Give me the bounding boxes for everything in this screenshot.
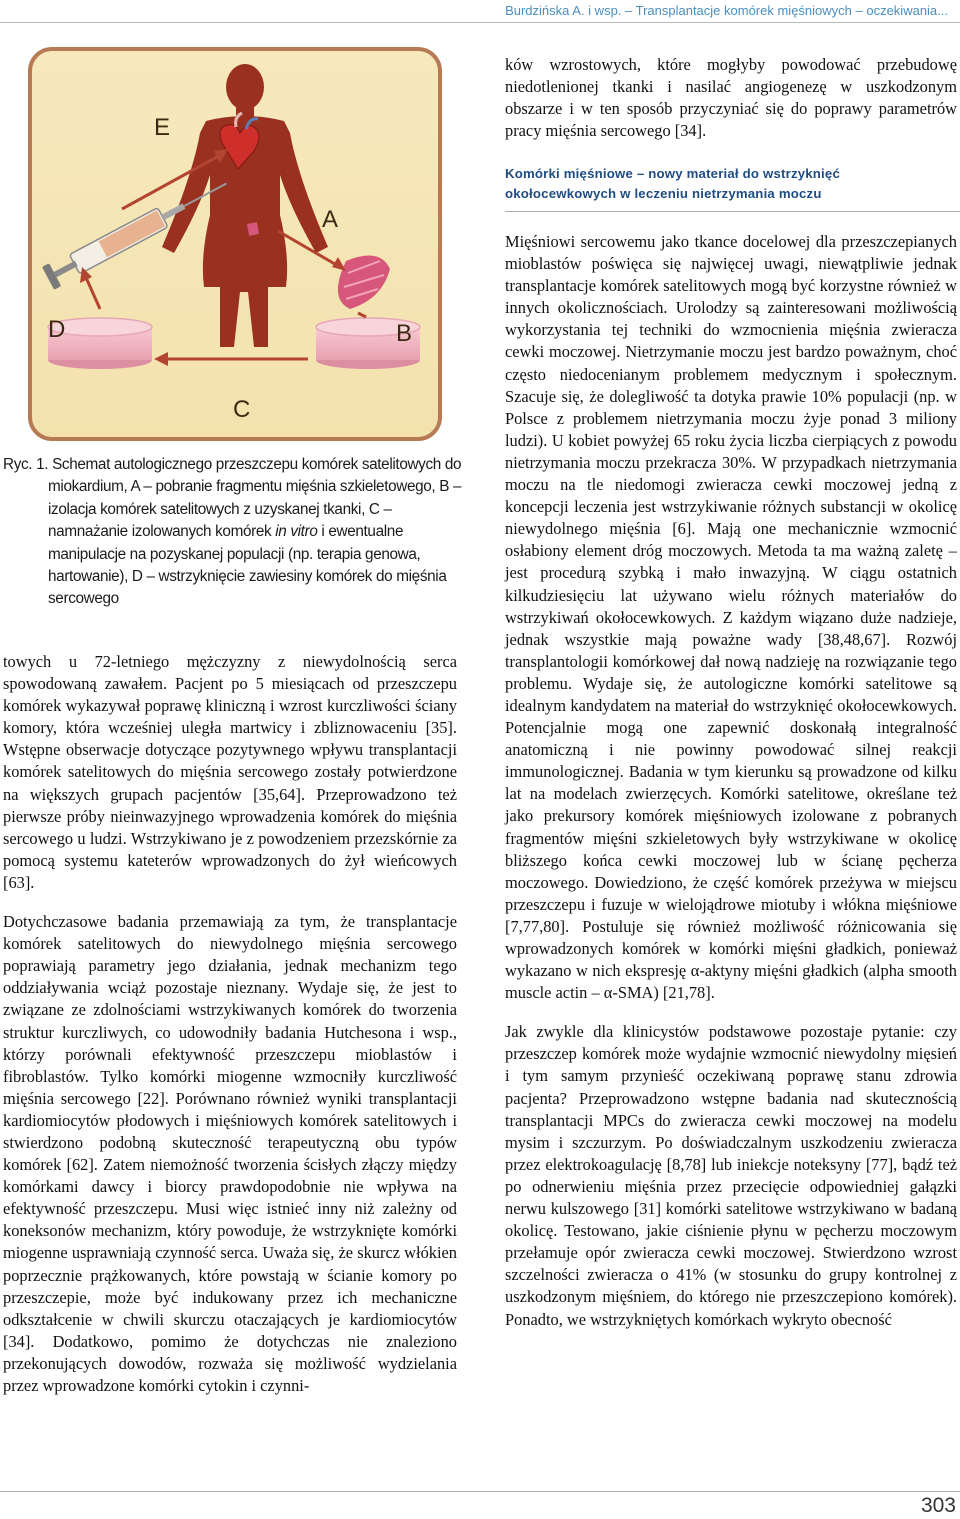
figure-caption-label: Ryc. 1. bbox=[3, 456, 49, 473]
alpha-symbol: α bbox=[603, 983, 613, 1003]
figure-caption bbox=[3, 454, 463, 611]
left-paragraph-1: towych u 72-letniego mężczyzny z niewydolnością serca spowodowaną zawałem. Pacjent po 5 miesiącach od przeszczepu komórek wykazywał poprawę kliniczną i wzrost kurczliwości ściany komory, która wcześniej uległa martwicy i zbliznowaceniu [35]. Wstępne obserwacje dotyczące pozytywnego wpływu transplantacji komórek satelitowych do mięśnia sercowego zostały potwierdzone na większych grupach pacjentów [35,64]. Przeprowadzono też pierwsze próby nieinwazyjnego wprowadzenia komórek do mięśnia sercowego u ludzi. Wstrzykiwano je z powodzeniem przezskórnie za pomocą systemu kateterów wprowadzonych do żył wieńcowych [63]. bbox=[3, 652, 457, 892]
panel-label-e: E bbox=[154, 114, 171, 141]
left-paragraph-2: Dotychczasowe badania przemawiają za tym, że transplantacje komórek satelitowych do niewydolnego mięśnia sercowego poprawiają parametry jego działania, jednak mechanizm tego oddziaływania wciąż pozostaje nieznany. Wydaje się, że jest to związane ze zdolnościami wstrzykiwanych komórek do tworzenia struktur kurczliwych, co udowodniły badania Hutchesona i wsp., którzy porównali efektywność przeszczepu mioblastów i fibroblastów. Tylko komórki miogenne wzmocniły kurczliwość mięśnia sercowego [22]. Porównano również wyniki transplantacji kardiomiocytów płodowych i mięśniowych komórek satelitowych i stwierdzono podobną skuteczność terapeutyczną obu typów komórek [62]. Zatem niemożność tworzenia ścisłych złączy między komórkami dawcy i biorcy prawdopodobnie nie wpływa na efektywność przeszczepu. Musi więc istnieć inny niż zależny od koneksonów mechanizm, który powoduje, że wstrzyknięte komórki miogenne usprawniają czynność serca. Uważa się, że skurcz włókien poprzecznie prążkowanych, które powstają w ścianie komory po przeszczepie, może być indukowany przez ich mechaniczne odkształcenie w chwili skurczu otaczających je kardiomiocytów [34]. Dodatkowo, pomimo że dotychczas nie znaleziono przekonujących dowodów, rozważa się możliwość wydzielania przez wprowadzone komórki cytokin i czynni- bbox=[3, 912, 457, 1395]
page-number: 303 bbox=[920, 1494, 956, 1517]
figure-caption-text-end: i ewentualne manipulacje na pozyskanej populacji (np. terapia genowa, hartowanie), D – wstrzyknięcie zawiesiny komórek do mięśnia sercowego bbox=[48, 523, 447, 608]
right-paragraph-2: Jak zwykle dla klinicystów podstawowe pozostaje pytanie: czy przeszczep komórek może wydajnie wzmocnić niewydolny mięsień i tym samym przynieść oczekiwaną poprawę stanu zdrowia pacjenta? Przeprowadzono wstępne badania nad skutecznością transplantacji MPCs do zwieracza cewki moczowej na modelu mysim i szczurzym. Po doświadczalnym uszkodzeniu zwieracza przez elektrokoagulację [8,78] lub iniekcje noteksyny [77], bądź też po odnerwieniu mięśnia przez przecięcie odpowiedniej gałązki nerwu kulszowego [31] komórki satelitowe wstrzykiwano w badaną okolicę. Testowano, jakie ciśnienie płynu w pęcherzu moczowym przełamuje opór zwieracza cewki moczowej. Stwierdzono wzrost szczelności zwieracza o 41% (w stosunku do grupy kontrolnej z uszkodzonym mięśniem, do którego nie przeszczepiono komórek). Ponadto, we wstrzykniętych komórkach wykryto obecność bbox=[505, 1022, 957, 1329]
figure-caption-italic: in vitro bbox=[275, 523, 318, 541]
right-paragraph-1-part-2: -aktyny mięśni gładkich (alpha smooth muscle actin – bbox=[505, 961, 958, 1003]
running-title: Burdzińska A. i wsp. – Transplantacje komórek mięśniowych – oczekiwania... bbox=[505, 3, 948, 18]
biopsy-site bbox=[247, 222, 259, 236]
section-heading-rule bbox=[505, 211, 960, 212]
figure-1 bbox=[28, 47, 442, 441]
panel-label-d: D bbox=[48, 316, 66, 343]
panel-label-a: A bbox=[322, 206, 339, 233]
right-top-paragraph: ków wzrostowych, które mogłyby powodować przebudowę niedotlenionej tkanki i nasilać angiogenezę w uszkodzonym obszarze i w ten sposób przyczyniać się do poprawy parametrów pracy mięśnia sercowego [34]. bbox=[505, 55, 957, 141]
panel-label-c: C bbox=[233, 396, 251, 423]
running-header bbox=[0, 0, 960, 23]
alpha-symbol: α bbox=[690, 961, 700, 981]
left-column bbox=[3, 651, 457, 1397]
section-heading bbox=[505, 164, 960, 204]
autologous-transplant-schematic bbox=[28, 47, 442, 441]
section-heading-line-1: Komórki mięśniowe – nowy materiał do wstrzyknięć bbox=[505, 166, 840, 181]
panel-label-b: B bbox=[396, 320, 413, 347]
right-column-continuation bbox=[505, 54, 957, 142]
footer-rule bbox=[0, 1491, 960, 1492]
right-column-main bbox=[505, 231, 957, 1331]
section-heading-line-2: okołocewkowych w leczeniu nietrzymania moczu bbox=[505, 186, 822, 201]
right-paragraph-1 bbox=[505, 231, 957, 1004]
right-paragraph-1-part-1: Mięśniowi sercowemu jako tkance docelowej dla przeszczepianych mioblastów poświęca się najwięcej uwagi, niewątpliwie jednak transplantacje komórek satelitowych mogą być korzystne również w innych okolicznościach. Urolodzy są zainteresowani możliwością wykorzystania tej techniki do wzmocnienia mięśnia zwieracza cewki moczowej. Nietrzymanie moczu jest bardzo poważnym, choć często niedocenianym problemem medycznym i społecznym. Szacuje się, że dolegliwość ta dotyka prawie 10% populacji (np. w Polsce z problemem nietrzymania moczu żyje ponad 3 miliony ludzi). U kobiet powyżej 65 roku życia liczba cierpiących z powodu nietrzymania moczu przekracza 30%. W przypadkach nietrzymania moczu na tle niedomogi zwieracza cewki moczowej jedną z koncepcji leczenia jest wstrzykiwanie różnych substancji w okolicę niewydolnego mięśnia [6]. Mają one mechanicznie wzmocnić osłabiony element dróg moczowych. Metoda ta ma ważną zaletę – jest procedurą szybką i mało inwazyjną. W ciągu ostatnich kilkudziesięciu lat używano wielu różnych materiałów do wstrzykiwań okołocewkowych. Z każdym wiązano duże nadzieje, jednak wszystkie mają poważne wady [38,48,67]. Rozwój transplantologii komórkowej dał nową nadzieję na rozwiązanie tego problemu. Wydaje się, że autologiczne komórki satelitowe są idealnym kandydatem na materiał do wstrzyknięć okołocewkowych. Potencjalnie mogą one zapewnić doskonałą integralność anatomiczną i nie powinny powodować silnej reakcji immunologicznej. Badania w tym kierunku są prowadzone od kilku lat na modelach zwierzęcych. Komórki satelitowe, określane też jako prekursory komórek mięśniowych izolowane z pobranych fragmentów mięśni szkieletowych były wstrzykiwane w okolicę bliższego końca cewki moczowej lub w ścianę pęcherza moczowego. Dowiedziono, że część komórek przeżywa w miejscu przeszczepu i fuzuje w wielojądrowe miotuby i włókna mięśniowe [7,77,80]. Postuluje się również możliwość różnicowania się wprowadzonych komórek w komórki mięśni gładkich, ponieważ wykazano w nich ekspresję bbox=[505, 232, 957, 981]
figure-caption-text: Schemat autologicznego przeszczepu komórek satelitowych do miokardium, A – pobranie fragmentu mięśnia szkieletowego, B – izolacja komórek satelitowych z uzyskanej tkanki, C – namnażanie izolowanych komórek bbox=[48, 456, 462, 541]
right-paragraph-1-part-3: -SMA) [21,78]. bbox=[612, 983, 715, 1003]
